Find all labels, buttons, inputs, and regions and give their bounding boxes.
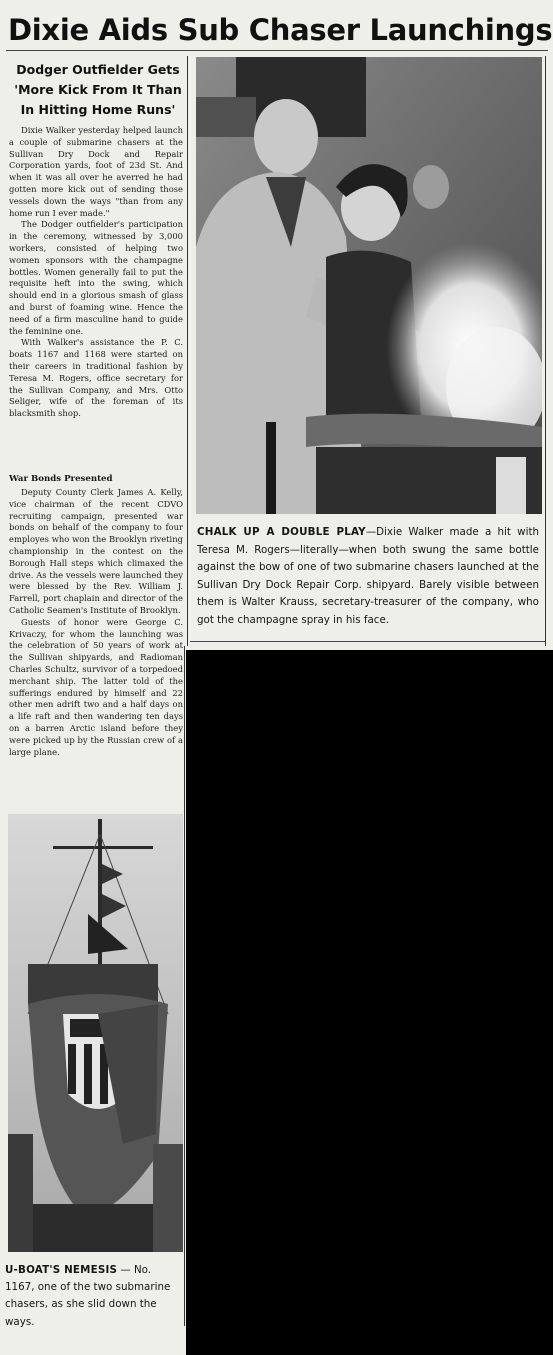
subhead-line: In Hitting Home Runs' bbox=[20, 102, 176, 117]
caption-bottom-rule bbox=[190, 641, 545, 642]
article-paragraph: Guests of honor were George C. Krivaczy, for whom the launching was the celebration of 50 years of work at the Sullivan shipyards, and Radioman Charles Schultz, survivor of a torpedoed merchant ship. The latter told of the sufferings endured by himself and 22 other men adrift two and a half days on a life raft and then wandering ten days on a barren Arctic island before they were picked up by the Russian crew of a large plane. bbox=[9, 616, 183, 757]
article-paragraph: Deputy County Clerk James A. Kelly, vice chairman of the recent CDVO recruiting campaign, presented war bonds on behalf of the company to four employes who won the Brooklyn riveting championship in the contest on the Borough Hall steps which climaxed the drive. As the vessels were launched they were blessed by the Rev. William J. Farrell, port chaplain and director of the Catholic Seamen's Institute of Brooklyn. bbox=[9, 487, 183, 615]
subheadline bbox=[10, 60, 186, 120]
launching-photo bbox=[196, 57, 542, 514]
headline-rule bbox=[6, 50, 548, 51]
headline: Dixie Aids Sub Chaser Launchings bbox=[8, 13, 553, 47]
column-divider-lower bbox=[184, 646, 185, 1326]
caption-lead: U-BOAT'S NEMESIS bbox=[5, 1264, 118, 1276]
ship-photo-caption bbox=[5, 1262, 181, 1331]
subhead-line: Dodger Outfielder Gets bbox=[16, 62, 180, 77]
ship-photo bbox=[8, 814, 183, 1252]
article-paragraph: Dixie Walker yesterday helped launch a couple of submarine chasers at the Sullivan Dry Dock and Repair Corporation yards, foot of 23d St. And when it was all over he averred he had gotten more kick out of sending those vessels down the ways "than from any home run I ever made." bbox=[9, 125, 183, 218]
ship-photo-image bbox=[8, 814, 183, 1252]
caption-body: — No. 1167, one of the two submarine chasers, as she slid down the ways. bbox=[5, 1264, 171, 1328]
launching-photo-image bbox=[196, 57, 542, 514]
caption-body: —Dixie Walker made a hit with Teresa M. Rogers—literally—when both swung the same bottle against the bow of one of two submarine chasers launched at the Sullivan Dry Dock Repair Corp. shipyard. Barely visible between them is Walter Krauss, secretary-treasurer of the company, who got the champagne spray in his face. bbox=[197, 526, 540, 626]
column-divider bbox=[187, 56, 188, 646]
main-photo-caption bbox=[197, 524, 539, 630]
subhead-line: 'More Kick From It Than bbox=[14, 82, 182, 97]
right-edge-rule bbox=[545, 56, 546, 646]
article-paragraph: The Dodger outfielder's participation in the ceremony, witnessed by 3,000 workers, consisted of helping two women sponsors with the champagne bottles. Women generally fail to put the requisite heft into the swing, which should end in a glorious smash of glass and burst of foaming wine. Hence the need of a firm masculine hand to guide the feminine one. bbox=[9, 219, 183, 336]
article-subheading: War Bonds Presented bbox=[9, 474, 113, 484]
caption-lead: CHALK UP A DOUBLE PLAY bbox=[197, 526, 366, 538]
article-body-part-2 bbox=[9, 487, 183, 758]
article-paragraph: With Walker's assistance the P. C. boats 1167 and 1168 were started on their careers in traditional fashion by Teresa M. Rogers, office secretary for the Sullivan Company, and Mrs. Otto Seliger, wife of the foreman of its blacksmith shop. bbox=[9, 337, 183, 419]
article-body-part-1 bbox=[9, 125, 183, 420]
